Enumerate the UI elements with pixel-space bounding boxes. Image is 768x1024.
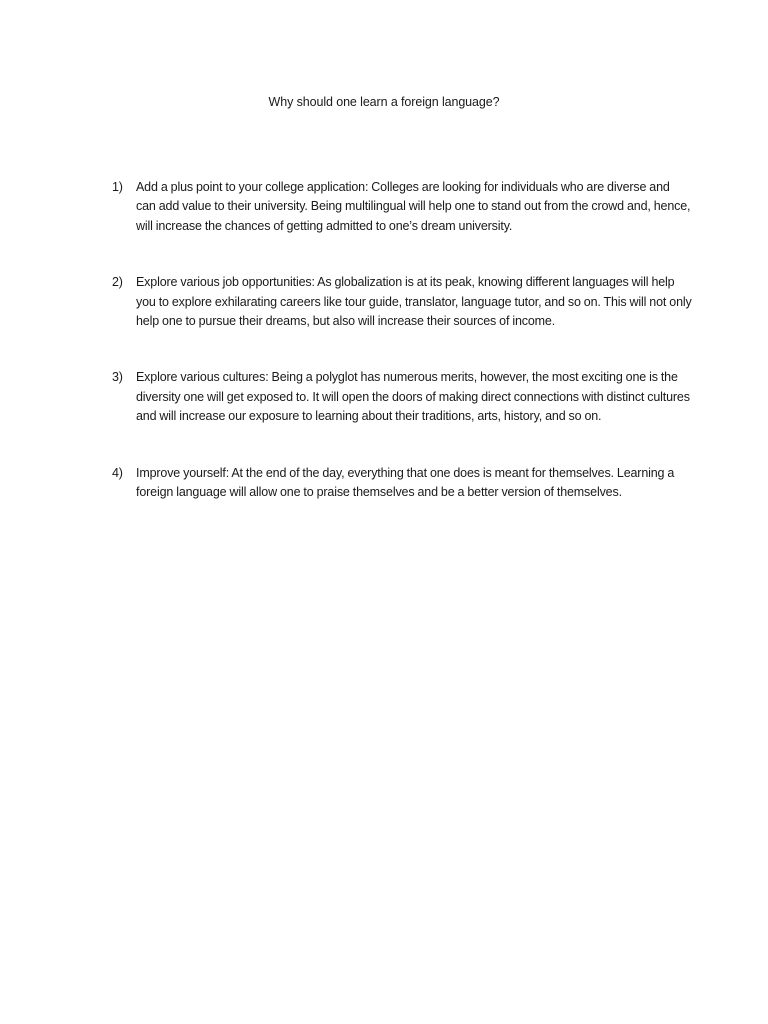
list-item-text: Explore various job opportunities: As globalization is at its peak, knowing different languages will help you to explore exhilarating careers like tour guide, translator, language tutor, and so on. This will not only help one to pursue their dreams, but also will increase their sources of income.: [136, 275, 692, 329]
list-item-1: [112, 178, 692, 236]
list-item-text: Add a plus point to your college application: Colleges are looking for individuals who are diverse and can add value to their university. Being multilingual will help one to stand out from the crowd and, hence, will increase the chances of getting admitted to one’s dream university.: [136, 180, 691, 233]
list-item-4: [112, 464, 692, 503]
list-item-number: 3): [112, 370, 123, 385]
list-item-3: [112, 368, 692, 426]
list-item-number: 2): [112, 275, 123, 290]
document-title: Why should one learn a foreign language?: [268, 95, 500, 109]
list-item-text: Explore various cultures: Being a polyglot has numerous merits, however, the most exciting one is the diversity one will get exposed to. It will open the doors of making direct connections with distinct cultures and will increase our exposure to learning about their traditions, arts, history, and so on.: [136, 370, 690, 424]
list-item-text: Improve yourself: At the end of the day, everything that one does is meant for themselves. Learning a foreign language will allow one to praise themselves and be a better version of themselves.: [136, 465, 675, 500]
numbered-list: [112, 178, 692, 502]
list-item-2: [112, 273, 692, 331]
list-item-number: 1): [112, 180, 123, 194]
list-item-number: 4): [112, 465, 123, 480]
